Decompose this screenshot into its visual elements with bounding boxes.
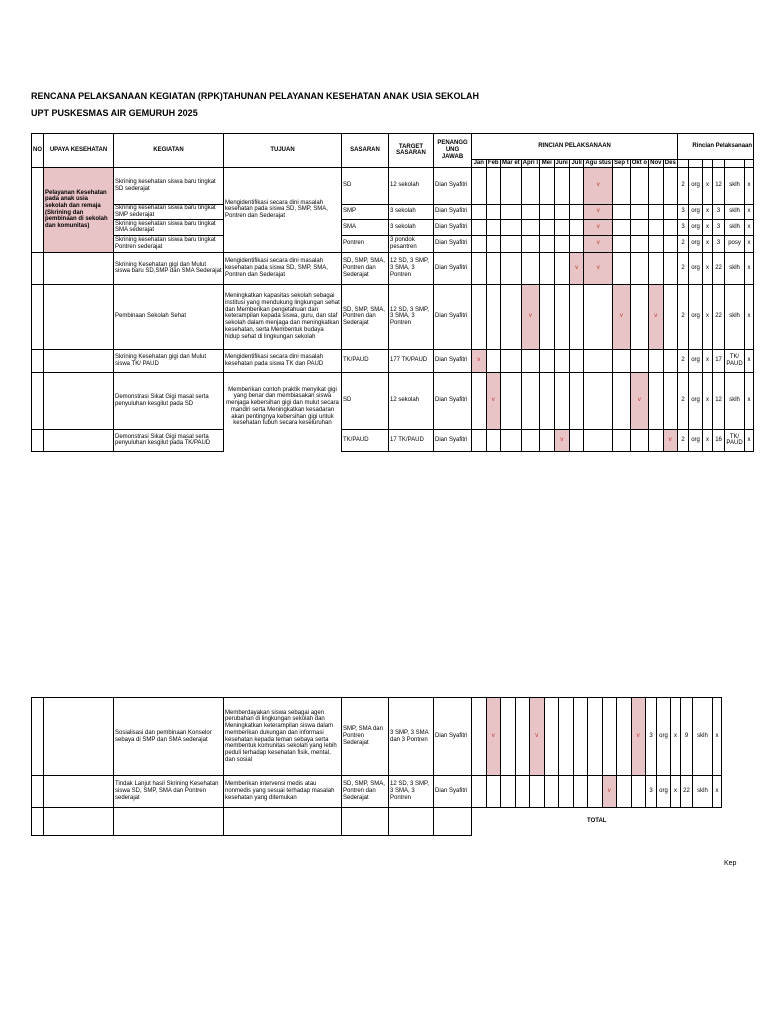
count-cell: 2 — [678, 429, 689, 451]
unit-cell: sklh — [725, 252, 745, 284]
count-cell: 3 — [678, 219, 689, 235]
month-header: Des — [664, 160, 676, 166]
count-cell: 12 — [713, 372, 725, 429]
x-cell: x — [703, 219, 713, 235]
unit-cell: posy — [725, 235, 745, 252]
check-mark: v — [630, 372, 648, 429]
sasaran-cell: TK/PAUD — [342, 429, 389, 451]
month-header: Nov — [650, 160, 662, 166]
kegiatan-cell: Skrining kesehatan siswa baru tingkat Pontren sederajat — [114, 235, 224, 252]
unit-cell: org — [689, 372, 703, 429]
kegiatan-cell: Tindak Lanjut hasil Skrining Kesehatan siswa SD, SMP, SMA dan Pontren sederajat — [114, 776, 224, 808]
check-mark: v — [584, 235, 613, 252]
document-subtitle: UPT PUSKESMAS AIR GEMURUH 2025 — [31, 108, 198, 118]
pj-cell: Dian Syafitri — [434, 167, 472, 204]
count-cell: 9 — [681, 698, 693, 776]
unit-cell: org — [657, 776, 671, 808]
pj-cell: Dian Syafitri — [434, 349, 472, 372]
unit-cell: sklh — [725, 284, 745, 349]
header-no: NO — [32, 134, 44, 168]
count-cell: 17 — [713, 349, 725, 372]
kegiatan-cell: Demonstrasi Sikat Gigi masal serta penyuluhan kesgilut pada TK/PAUD — [114, 429, 224, 451]
unit-cell: org — [689, 252, 703, 284]
x-cell: x — [745, 284, 754, 349]
x-cell: x — [703, 284, 713, 349]
header-rincian-pelaksanaan: Rincian Pelaksanaan — [678, 134, 754, 160]
unit-cell: org — [689, 284, 703, 349]
check-mark: v — [584, 219, 613, 235]
pj-cell: Dian Syafitri — [434, 372, 472, 429]
total-row — [32, 808, 722, 836]
x-cell: x — [745, 372, 754, 429]
check-mark: v — [649, 284, 664, 349]
unit-cell: sklh — [725, 167, 745, 204]
sasaran-cell: SD — [342, 372, 389, 429]
table-row — [32, 349, 754, 372]
count-cell: 3 — [678, 204, 689, 219]
table-row — [32, 167, 754, 204]
kegiatan-cell: Skrining Kesehatan gigi dan Mulut siswa baru SD,SMP dan SMA Sederajat — [114, 252, 224, 284]
x-cell: x — [713, 698, 722, 776]
count-cell: 3 — [713, 204, 725, 219]
month-header: Mar et — [502, 160, 520, 166]
check-mark: v — [584, 167, 613, 204]
x-cell: x — [703, 204, 713, 219]
check-mark: v — [663, 429, 678, 451]
target-cell: 3 sekolah — [389, 219, 434, 235]
check-mark: v — [472, 349, 487, 372]
check-mark: v — [521, 284, 539, 349]
table-row — [32, 252, 754, 284]
target-cell: 3 sekolah — [389, 204, 434, 219]
sasaran-cell: SD, SMP, SMA, Pontren dan Sederajat — [342, 252, 389, 284]
unit-cell: sklh — [693, 776, 713, 808]
x-cell: x — [703, 235, 713, 252]
x-cell: x — [703, 429, 713, 451]
pj-cell: Dian Syafitri — [434, 252, 472, 284]
kegiatan-cell: Skrining kesehatan siswa baru tingkat SD sederajat — [114, 167, 224, 204]
upaya-kesehatan: Pelayanan Kesehatan pada anak usia sekolah dan remaja (Skrining dan pembinaan di sekolah dan komunitas) — [44, 167, 114, 252]
target-cell: 3 pondok pesantren — [389, 235, 434, 252]
count-cell: 3 — [713, 219, 725, 235]
x-cell: x — [671, 698, 681, 776]
check-mark: v — [613, 284, 631, 349]
count-cell: 3 — [646, 698, 657, 776]
x-cell: x — [745, 349, 754, 372]
x-cell: x — [671, 776, 681, 808]
header-upaya: UPAYA KESEHATAN — [44, 134, 114, 168]
kegiatan-cell: Skrining kesehatan siswa baru tingkat SMA sederajat — [114, 219, 224, 235]
pj-cell: Dian Syafitri — [434, 698, 472, 776]
unit-cell: org — [689, 429, 703, 451]
tujuan-cell: Memberikan intervensi medis atau nonmedis yang sesuai terhadap masalah kesehatan yang ditemukan — [224, 776, 342, 808]
header-target: TARGET SASARAN — [389, 134, 434, 168]
tujuan-cell: Memberikan contoh praktik menyikat gigi yang benar dan membiasakan siswa menjaga kebersihan gigi dan mulut secara mandiri serta Meningkatkan kesadaran akan pentingnya kebersihan gigi untuk kesehatan tubuh secara keseluruhan — [224, 372, 342, 451]
x-cell: x — [703, 349, 713, 372]
pj-cell: Dian Syafitri — [434, 204, 472, 219]
x-cell: x — [703, 167, 713, 204]
month-header: Agu stus — [585, 160, 612, 166]
header-rincian: RINCIAN PELAKSANAAN — [472, 134, 678, 160]
x-cell: x — [745, 167, 754, 204]
unit-cell: sklh — [725, 204, 745, 219]
document-title: RENCANA PELAKSANAAN KEGIATAN (RPK)TAHUNAN PELAYANAN KESEHATAN ANAK USIA SEKOLAH — [31, 91, 480, 101]
target-cell: 17 TK/PAUD — [389, 429, 434, 451]
unit-cell: sklh — [693, 698, 713, 776]
x-cell: x — [745, 252, 754, 284]
table-row — [32, 776, 722, 808]
check-mark: v — [602, 776, 617, 808]
sasaran-cell: SMP, SMA dan Pontren Sederajat — [342, 698, 389, 776]
unit-cell: org — [689, 235, 703, 252]
target-cell: 12 SD, 3 SMP, 3 SMA, 3 Pontren — [389, 252, 434, 284]
pj-cell: Dian Syafitri — [434, 219, 472, 235]
pj-cell: Dian Syafitri — [434, 235, 472, 252]
total-label: TOTAL — [472, 808, 722, 836]
count-cell: 22 — [713, 252, 725, 284]
sasaran-cell: TK/PAUD — [342, 349, 389, 372]
x-cell: x — [703, 252, 713, 284]
month-header: Juni — [555, 160, 568, 166]
unit-cell: TK/ PAUD — [725, 429, 745, 451]
check-mark: v — [486, 372, 501, 429]
unit-cell: sklh — [725, 372, 745, 429]
unit-cell: org — [689, 167, 703, 204]
pj-cell: Dian Syafitri — [434, 284, 472, 349]
table-row — [32, 284, 754, 349]
kegiatan-cell: Demonstrasi Sikat Gigi masal serta penyuluhan kesgilut pada SD — [114, 372, 224, 429]
unit-cell: org — [689, 219, 703, 235]
month-header: Okt o — [631, 160, 648, 166]
month-header: Feb — [487, 160, 499, 166]
kegiatan-cell: Sosialisasi dan pembinaan Konselor sebaya di SMP dan SMA sederajat — [114, 698, 224, 776]
header-tujuan: TUJUAN — [224, 134, 342, 168]
x-cell: x — [745, 235, 754, 252]
tujuan-cell: Mengidentifikasi secara dini masalah kesehatan pada siswa SD, SMP, SMA, Pontren dan Sederajat — [224, 167, 342, 252]
header-sasaran: SASARAN — [342, 134, 389, 168]
target-cell: 177 TK/PAUD — [389, 349, 434, 372]
check-mark: v — [584, 252, 613, 284]
sasaran-cell: Pontren — [342, 235, 389, 252]
tujuan-cell: Mengidentifikasi secara dini masalah kesehatan pada siswa SD, SMP, SMA, Pontren dan Sederajat — [224, 252, 342, 284]
table-row — [32, 429, 754, 451]
tujuan-cell: Memberdayakan siswa sebagai agen perubahan di lingkungan sekolah dan Meningkatkan keterampilan siswa dalam memberikan dukungan dan informasi kesehatan kepada teman sebaya serta membentuk komunitas sekolah yang lebih peduli terhadap kesehatan fisik, mental, dan sosial — [224, 698, 342, 776]
check-mark: v — [631, 698, 646, 776]
unit-cell: sklh — [725, 219, 745, 235]
header-kegiatan: KEGIATAN — [114, 134, 224, 168]
count-cell: 16 — [713, 429, 725, 451]
table-row — [32, 372, 754, 429]
month-header: Mei — [540, 160, 555, 168]
kegiatan-cell: Skrining kesehatan siswa baru tingkat SMP sederajat — [114, 204, 224, 219]
count-cell: 22 — [713, 284, 725, 349]
check-mark: v — [530, 698, 545, 776]
count-cell: 2 — [678, 252, 689, 284]
month-header: Sep t — [614, 160, 629, 166]
check-mark: v — [554, 429, 569, 451]
check-mark: v — [584, 204, 613, 219]
x-cell: x — [745, 219, 754, 235]
kegiatan-cell: Pembinaan Sekolah Sehat — [114, 284, 224, 349]
tujuan-cell: Mengidentifikasi secara dini masalah kesehatan pada siswa TK dan PAUD — [224, 349, 342, 372]
month-header: Jan — [472, 160, 487, 168]
sasaran-cell: SMP — [342, 204, 389, 219]
rpk-table-continued — [31, 697, 722, 836]
header-penanggung-jawab: PENANGG UNG JAWAB — [434, 134, 472, 168]
count-cell: 2 — [678, 372, 689, 429]
sasaran-cell: SD — [342, 167, 389, 204]
table-row — [32, 204, 754, 219]
table-row — [32, 219, 754, 235]
sasaran-cell: SD, SMP, SMA, Pontren dan Sederajat — [342, 776, 389, 808]
target-cell: 12 SD, 3 SMP, 3 SMA, 3 Pontren — [389, 776, 434, 808]
unit-cell: org — [689, 349, 703, 372]
month-header: Apri l — [522, 160, 539, 166]
month-header: Juli — [569, 160, 584, 168]
sasaran-cell: SMA — [342, 219, 389, 235]
x-cell: x — [703, 372, 713, 429]
unit-cell: TK/ PAUD — [725, 349, 745, 372]
target-cell: 3 SMP, 3 SMA dan 3 Pontren — [389, 698, 434, 776]
target-cell: 12 sekolah — [389, 372, 434, 429]
pj-cell: Dian Syafitri — [434, 776, 472, 808]
count-cell: 2 — [678, 235, 689, 252]
count-cell: 2 — [678, 349, 689, 372]
sasaran-cell: SD, SMP, SMA, Pontren dan Sederajat — [342, 284, 389, 349]
pj-cell: Dian Syafitri — [434, 429, 472, 451]
x-cell: x — [745, 429, 754, 451]
count-cell: 12 — [713, 167, 725, 204]
unit-cell: org — [689, 204, 703, 219]
check-mark: v — [569, 252, 584, 284]
count-cell: 22 — [681, 776, 693, 808]
kegiatan-cell: Skrining Kesehatan gigi dan Mulut siswa TK/ PAUD — [114, 349, 224, 372]
x-cell: x — [713, 776, 722, 808]
table-row — [32, 235, 754, 252]
count-cell: 3 — [713, 235, 725, 252]
check-mark: v — [486, 698, 501, 776]
table-row — [32, 698, 722, 776]
target-cell: 12 SD, 3 SMP, 3 SMA, 3 Pontren — [389, 284, 434, 349]
count-cell: 2 — [678, 284, 689, 349]
target-cell: 12 sekolah — [389, 167, 434, 204]
count-cell: 2 — [678, 167, 689, 204]
x-cell: x — [745, 204, 754, 219]
unit-cell: org — [657, 698, 671, 776]
tujuan-cell: Meningkatkan kapasitas sekolah sebagai institusi yang mendukung lingkungan sehat dan Memberikan pengetahuan dan keterampilan kepada siswa, guru, dan staf sekolah dalam menjaga dan meningkatkan kesehatan, serta Membentuk budaya hidup sehat di lingkungan sekolah — [224, 284, 342, 349]
count-cell: 3 — [646, 776, 657, 808]
rpk-table — [31, 133, 754, 452]
footer-text: Kep — [724, 860, 737, 867]
